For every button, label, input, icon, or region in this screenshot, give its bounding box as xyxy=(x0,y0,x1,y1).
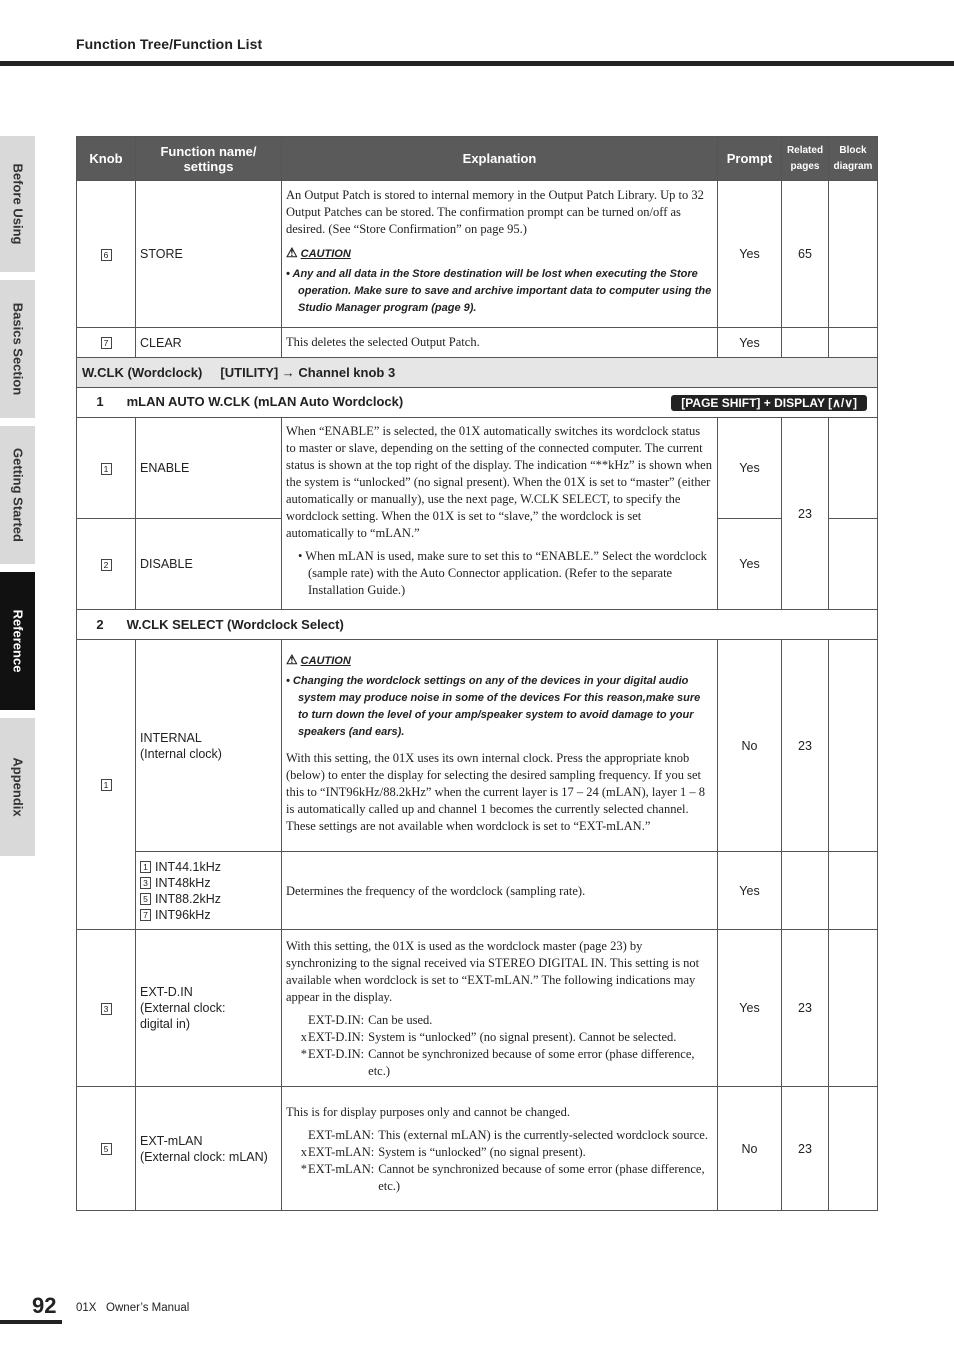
caution-heading: ⚠ CAUTION xyxy=(286,652,351,667)
knob-number-icon: 7 xyxy=(101,337,112,349)
indication-item: * EXT-mLAN: Cannot be synchronized because of some error (phase difference, etc.) xyxy=(300,1161,705,1193)
header-prompt: Prompt xyxy=(718,137,782,181)
side-tab-basics-section[interactable] xyxy=(0,280,35,418)
running-head: Function Tree/Function List xyxy=(76,36,263,52)
related-pages-cell: 23 xyxy=(782,930,829,1087)
table-row-ext-din xyxy=(77,930,878,1087)
table-row-int-rates xyxy=(77,852,878,930)
side-tab-label: Basics Section xyxy=(10,302,25,396)
explanation-text: With this setting, the 01X is used as the wordclock master (page 23) by synchronizing to the signal received via STEREO DIGITAL IN. This setting is not available when wordclock is set to “EXT-mLAN.” The following indications may appear in the display. xyxy=(286,938,700,1004)
side-tab-reference[interactable] xyxy=(0,572,35,710)
knob-cell xyxy=(77,328,136,358)
knob-number-icon: 5 xyxy=(101,1143,112,1155)
header-rule xyxy=(0,61,954,66)
table-row-store xyxy=(77,181,878,328)
side-tab-label: Appendix xyxy=(10,757,25,817)
function-name: INTERNAL (Internal clock) xyxy=(136,640,282,852)
header-function: Function name/ settings xyxy=(136,137,282,181)
related-pages-cell: 23 xyxy=(782,1087,829,1211)
knob-number-icon: 3 xyxy=(140,877,151,889)
block-diagram-cell xyxy=(829,1087,878,1211)
function-name: ENABLE xyxy=(136,418,282,519)
table-row-ext-mlan xyxy=(77,1087,878,1211)
note-bullet: • When mLAN is used, make sure to set this to “ENABLE.” Select the wordclock (sample rate) with the Auto Connector application. (Refer to the separate Installation Guide.) xyxy=(298,549,707,597)
table-row-enable xyxy=(77,418,878,519)
knob-cell xyxy=(77,930,136,1087)
indication-item: x EXT-mLAN: System is “unlocked” (no signal present). xyxy=(300,1144,586,1159)
knob-number-icon: 1 xyxy=(101,463,112,475)
indication-item: * EXT-D.IN: Cannot be synchronized because of some error (phase difference, etc.) xyxy=(300,1046,695,1078)
prompt-cell: Yes xyxy=(718,418,782,519)
subsection-row-mlan-auto xyxy=(77,388,878,418)
block-diagram-cell xyxy=(829,640,878,852)
explanation-text: An Output Patch is stored to internal memory in the Output Patch Library. Up to 32 Output Patches can be stored. The confirmation prompt can be turned on/off as desired. (See “Store Confirmation” on page 95.) xyxy=(286,187,704,236)
list-item: 3 INT48kHz xyxy=(140,875,277,891)
related-pages-cell: 65 xyxy=(782,181,829,328)
side-tab-before-using[interactable] xyxy=(0,136,35,272)
indication-item: x EXT-D.IN: System is “unlocked” (no signal present). Cannot be selected. xyxy=(300,1029,677,1044)
knob-cell xyxy=(77,518,136,609)
knob-number-icon: 1 xyxy=(140,861,151,873)
explanation-cell xyxy=(282,181,718,328)
explanation-cell xyxy=(282,640,718,852)
prompt-cell: No xyxy=(718,1087,782,1211)
subsection-title: W.CLK SELECT (Wordclock Select) xyxy=(126,617,344,632)
related-pages-cell: 23 xyxy=(782,418,829,610)
header-related-pages: Related pages xyxy=(782,137,829,181)
caution-text: • Changing the wordclock settings on any of the devices in your digital audio system may produce noise in some of the devices For this reason,make sure to turn down the level of your amp/speaker system to avoid damage to your speakers (and ears). xyxy=(286,675,701,738)
related-pages-cell: 23 xyxy=(782,640,829,852)
function-name: DISABLE xyxy=(136,518,282,609)
function-name: EXT-D.IN (External clock: digital in) xyxy=(136,930,282,1087)
function-table xyxy=(76,136,878,1211)
knob-cell xyxy=(77,418,136,519)
explanation-text: Determines the frequency of the wordclock (sampling rate). xyxy=(282,852,718,930)
knob-number-icon: 7 xyxy=(140,909,151,921)
prompt-cell: Yes xyxy=(718,181,782,328)
subsection-cell xyxy=(77,610,878,640)
caution-heading: ⚠ CAUTION xyxy=(286,244,351,260)
prompt-cell: Yes xyxy=(718,518,782,609)
list-item: 7 INT96kHz xyxy=(140,907,277,923)
knob-number-icon: 1 xyxy=(101,779,112,791)
indication-item: EXT-D.IN: Can be used. xyxy=(308,1012,433,1027)
section-row-wclk xyxy=(77,358,878,388)
explanation-text: When “ENABLE” is selected, the 01X automatically switches its wordclock status to master or slave, depending on the setting of the connected computer. The current status is shown at the top right of the display. The indication “**kHz” is shown when the system is “unlocked” (no signal present). When the 01X is set to “master” (either automatically or manually), use the next page, W.CLK SELECT, to specify the wordclock setting. When the 01X is set to “slave,” the wordclock is set automatically to “mLAN.” xyxy=(286,424,712,540)
related-pages-cell xyxy=(782,852,829,930)
block-diagram-cell xyxy=(829,852,878,930)
block-diagram-cell xyxy=(829,418,878,519)
knob-cell xyxy=(77,640,136,930)
explanation-text: This deletes the selected Output Patch. xyxy=(282,328,718,358)
block-diagram-cell xyxy=(829,328,878,358)
related-pages-cell xyxy=(782,328,829,358)
header-explanation: Explanation xyxy=(282,137,718,181)
header-knob: Knob xyxy=(77,137,136,181)
knob-number-icon: 6 xyxy=(101,249,112,261)
side-tab-appendix[interactable] xyxy=(0,718,35,856)
warning-icon: ⚠ xyxy=(286,652,298,667)
list-item: 1 INT44.1kHz xyxy=(140,859,277,875)
knob-number-icon: 3 xyxy=(101,1003,112,1015)
function-name: STORE xyxy=(136,181,282,328)
table-row-clear xyxy=(77,328,878,358)
explanation-cell xyxy=(282,418,718,610)
subsection-number: 1 xyxy=(96,394,104,409)
explanation-cell xyxy=(282,930,718,1087)
side-tab-getting-started[interactable] xyxy=(0,426,35,564)
subsection-number: 2 xyxy=(96,617,104,632)
knob-number-icon: 5 xyxy=(140,893,151,905)
table-header-row xyxy=(77,137,878,181)
knob-cell xyxy=(77,181,136,328)
table-row-internal xyxy=(77,640,878,852)
list-item: 5 INT88.2kHz xyxy=(140,891,277,907)
explanation-cell xyxy=(282,1087,718,1211)
block-diagram-cell xyxy=(829,181,878,328)
function-name: EXT-mLAN (External clock: mLAN) xyxy=(136,1087,282,1211)
indication-item: EXT-mLAN: This (external mLAN) is the currently-selected wordclock source. xyxy=(308,1127,708,1142)
subsection-title: mLAN AUTO W.CLK (mLAN Auto Wordclock) xyxy=(126,394,404,409)
page-number: 92 xyxy=(32,1293,57,1318)
warning-icon: ⚠ xyxy=(286,244,298,260)
side-tab-label: Reference xyxy=(10,609,25,673)
key-combo-badge: [PAGE SHIFT] + DISPLAY [∧/∨] xyxy=(671,395,867,411)
explanation-text: This is for display purposes only and cannot be changed. xyxy=(286,1104,570,1119)
subsection-cell xyxy=(77,388,878,418)
side-tab-label: Before Using xyxy=(10,163,25,245)
manual-title: 01X Owner’s Manual xyxy=(76,1302,190,1314)
caution-text: • Any and all data in the Store destination will be lost when executing the Store operation. Make sure to save and archive important data to computer using the Studio Manager program (page 9). xyxy=(286,267,712,314)
prompt-cell: Yes xyxy=(718,852,782,930)
subsection-row-wclk-select xyxy=(77,610,878,640)
prompt-cell: Yes xyxy=(718,930,782,1087)
footer-rule xyxy=(0,1320,62,1324)
knob-number-icon: 2 xyxy=(101,559,112,571)
block-diagram-cell xyxy=(829,518,878,609)
block-diagram-cell xyxy=(829,930,878,1087)
side-tab-label: Getting Started xyxy=(10,448,25,542)
prompt-cell: No xyxy=(718,640,782,852)
function-name-list xyxy=(136,852,282,930)
section-title: W.CLK (Wordclock) [UTILITY] → Channel knob 3 xyxy=(77,358,878,388)
knob-cell xyxy=(77,1087,136,1211)
prompt-cell: Yes xyxy=(718,328,782,358)
header-block-diagram: Block diagram xyxy=(829,137,878,181)
explanation-text: With this setting, the 01X uses its own internal clock. Press the appropriate knob (below) to enter the display for selecting the desired sampling frequency. If you set this to “INT96kHz/88.2kHz” when the current layer is 17 – 24 (mLAN), layer 1 – 8 is automatically called up and channel 1 becomes the currently selected channel. These settings are not available when wordclock is set to “EXT-mLAN.” xyxy=(286,751,705,833)
function-name: CLEAR xyxy=(136,328,282,358)
